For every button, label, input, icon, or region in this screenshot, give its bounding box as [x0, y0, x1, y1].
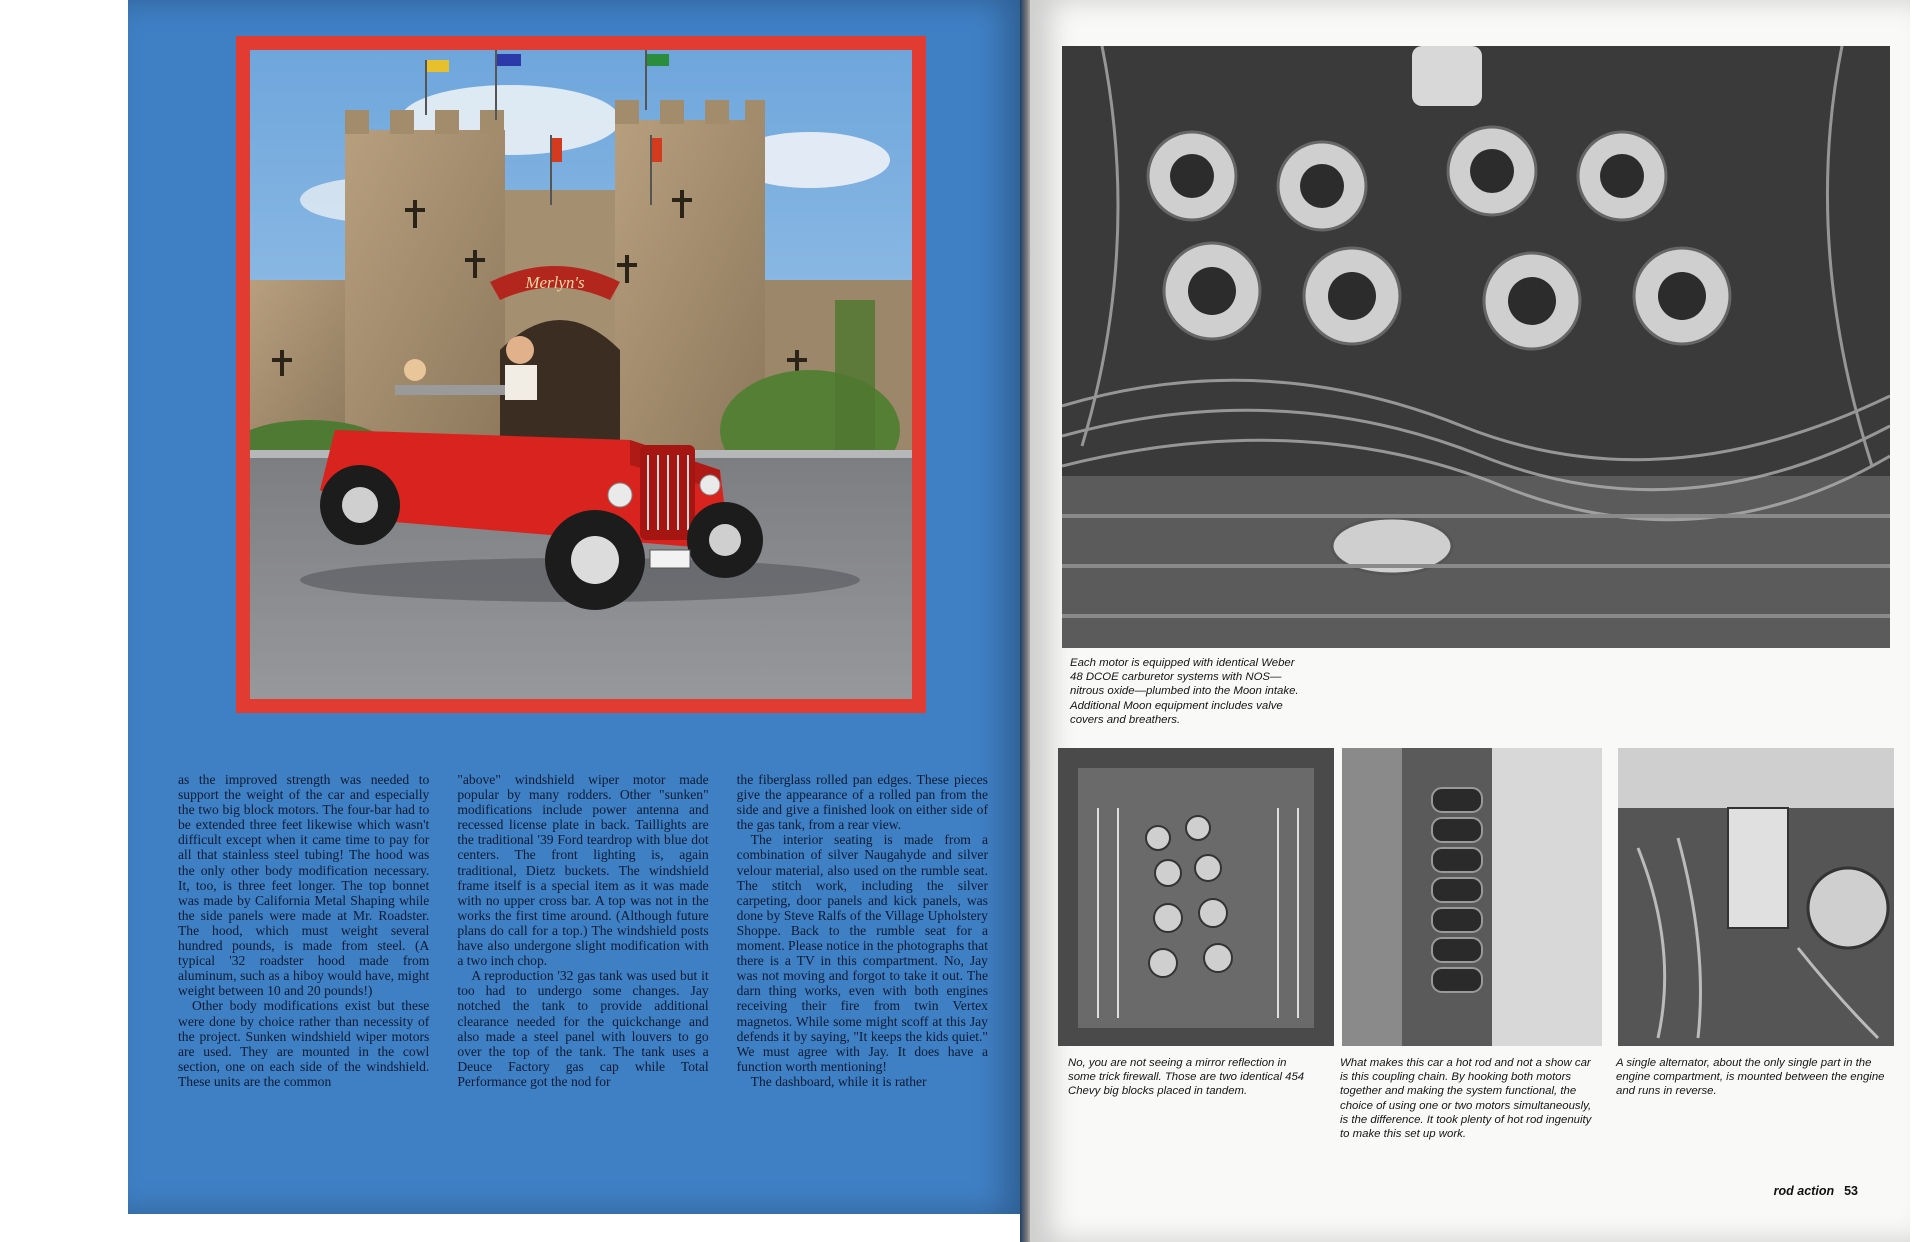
alternator-scene	[1618, 748, 1894, 1046]
engine-carburetors-photo	[1062, 46, 1890, 648]
magazine-name: rod action	[1773, 1184, 1835, 1198]
castle-roadster-photo	[250, 50, 912, 699]
paragraph: A reproduction '32 gas tank was used but it too had to undergo some changes. Jay notched the tank to provide additional clearance needed for the quickchange and also made a steel panel with louvers to go over the top of the tank. The tank uses a Deuce Factory gas cap while Total Performance got the nod for	[457, 968, 709, 1089]
twin-engines-caption: No, you are not seeing a mirror reflection in some trick firewall. Those are two identical 454 Chevy big blocks placed in tandem.	[1068, 1057, 1305, 1098]
paragraph: the fiberglass rolled pan edges. These pieces give the appearance of a rolled pan from the side and give a finished look on either side of the gas tank, from a rear view.	[736, 772, 988, 833]
paragraph: The interior seating is made from a combination of silver Naugahyde and silver velour material, also used on the rumble seat. The stitch work, including the silver carpeting, door panels and kick panels, was done by Steve Ralfs of the Village Upholstery Shoppe. Back to the rumble seat for a moment. Please notice in the photographs that there is a TV in this compartment. No, Jay was not moving and forgot to take it out. The darn thing works, even with both engines receiving their fire from twin Vertex magnetos. While some might scoff at this Jay defends it by saying, "It keeps the kids quiet." We must agree with Jay. It does have a function worth mentioning!	[736, 832, 988, 1074]
paragraph: The dashboard, while it is rather	[750, 1073, 927, 1089]
text-column-1	[178, 772, 429, 1182]
text-column-2	[457, 772, 708, 1182]
page-number: 53	[1844, 1184, 1858, 1198]
paragraph: as the improved strength was needed to support the weight of the car and especially the two big block motors. The four-bar had to be extended three feet likewise which wasn't difficult except when it came time to pay for all that stainless steel tubing! The hood was the only other body modification necessary. It, too, is three feet longer. The top bonnet was made by California Metal Shaping while the side panels were made at Mr. Roadster. The hood, which must weight several hundred pounds, is made from steel. (A typical '32 roadster hood made from aluminum, such as a hiboy would have, might weight between 10 and 20 pounds!)	[178, 772, 430, 999]
coupling-chain-scene	[1342, 748, 1602, 1046]
castle-sign: Merlyn's	[525, 273, 585, 292]
castle-scene	[250, 50, 912, 699]
photo-frame	[236, 36, 926, 713]
alternator-caption: A single alternator, about the only single part in the engine compartment, is mounted between the engine and runs in reverse.	[1616, 1057, 1885, 1098]
text-column-3	[737, 772, 988, 1182]
right-page	[1030, 0, 1910, 1242]
article-body	[178, 772, 988, 1182]
main-photo-caption: Each motor is equipped with identical Weber 48 DCOE carburetor systems with NOS—nitrous oxide—plumbed into the Moon intake. Additional Moon equipment includes valve covers and breathers.	[1070, 657, 1299, 726]
coupling-chain-photo	[1342, 748, 1602, 1046]
twin-engines-photo	[1058, 748, 1334, 1046]
coupling-chain-caption: What makes this car a hot rod and not a show car is this coupling chain. By hooking both motors together and making the system functional, the choice of using one or two motors simultaneously, is the difference. It took plenty of hot rod ingenuity to make this set up work.	[1340, 1057, 1592, 1141]
twin-engines-scene	[1058, 748, 1334, 1046]
paragraph: "above" windshield wiper motor made popular by many rodders. Other "sunken" modifications include power antenna and recessed license plate in back. Taillights are the traditional '39 Ford teardrop with blue dot centers. The front lighting is, again traditional, Dietz buckets. The windshield frame itself is a special item as it was made with no upper cross bar. A top was not in the works the first time around. (Although future plans do call for a top.) The windshield posts have also undergone slight modification with a two inch chop.	[457, 772, 709, 969]
page-footer	[1774, 1184, 1858, 1198]
alternator-photo	[1618, 748, 1894, 1046]
engine-scene	[1062, 46, 1890, 648]
left-page	[128, 0, 1023, 1214]
paragraph: Other body modifications exist but these were done by choice rather than necessity of the project. Sunken windshield wiper motors are used. They are mounted in the cowl section, one on each side of the windshield. These units are the common	[178, 998, 430, 1089]
